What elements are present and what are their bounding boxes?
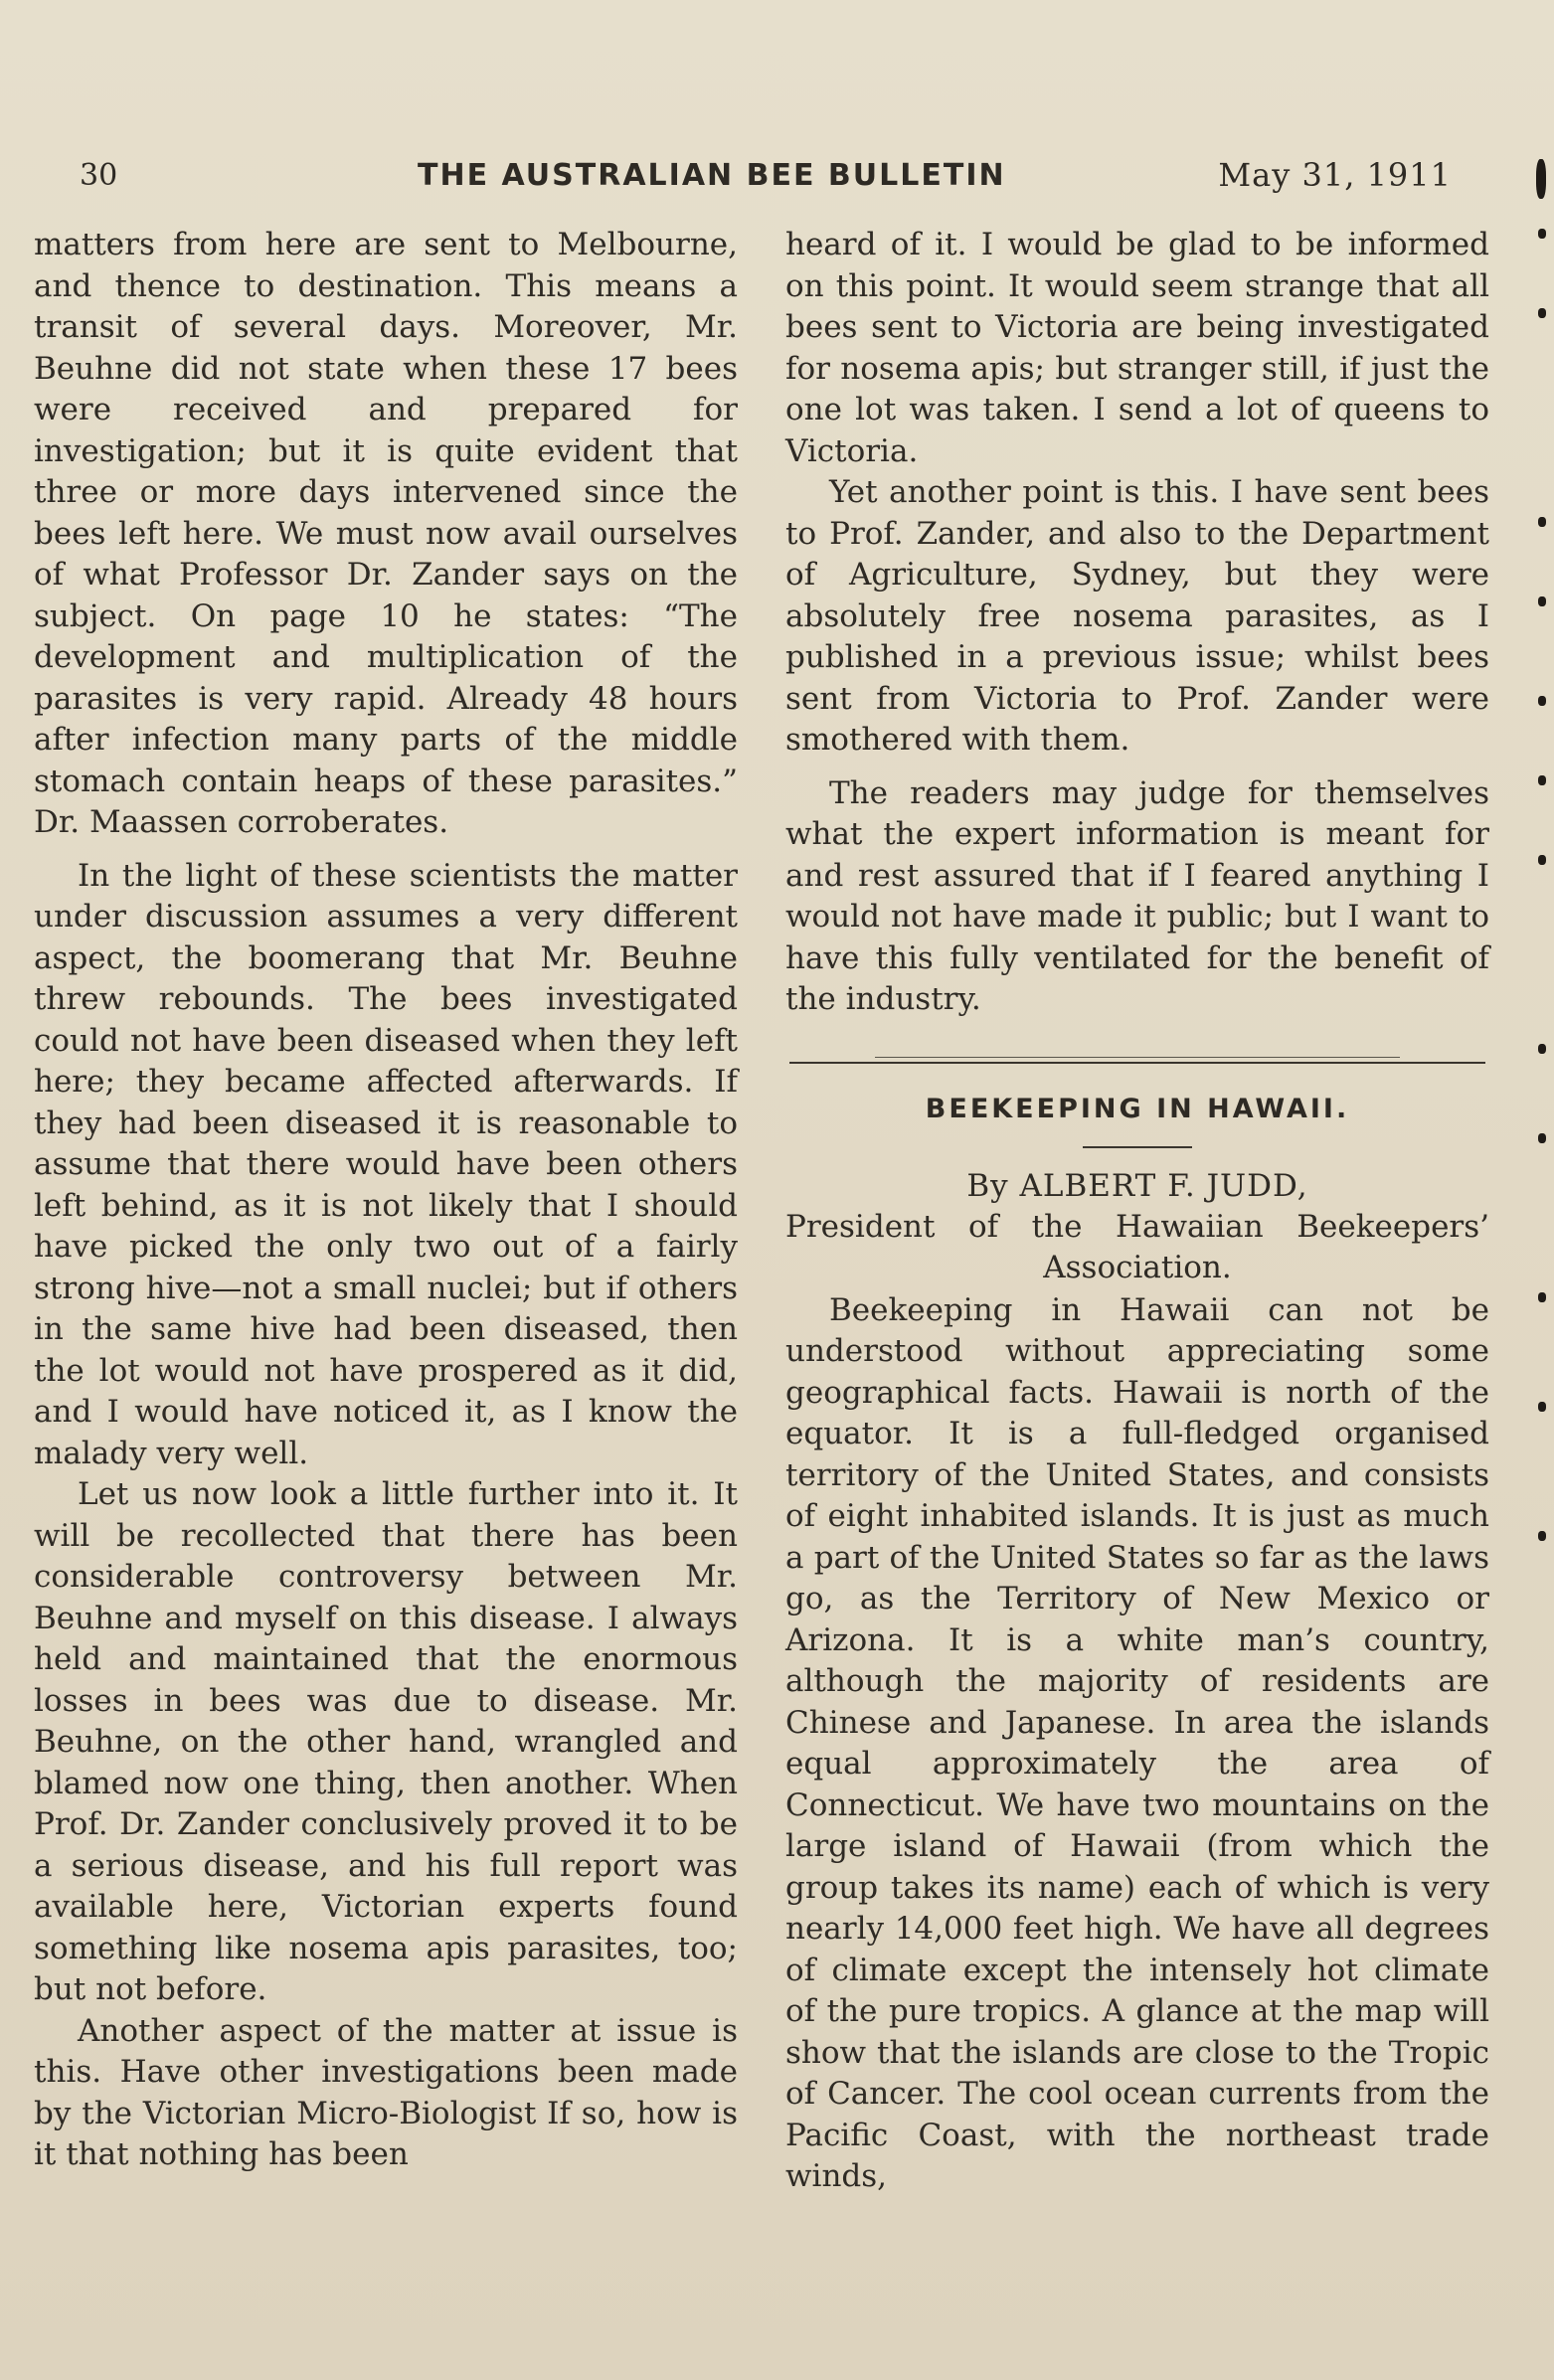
page-header: [80, 154, 1452, 204]
edge-mark: [1538, 1402, 1546, 1412]
divider-line-thin: [875, 1057, 1400, 1058]
paragraph: heard of it. I would be glad to be informed on this point. It would seem strange that all bees sent to Victoria are being investigated for nosema apis; but stranger still, if just the one lot was taken. I send a lot of queens to Victoria.: [785, 227, 1489, 469]
article-title: BEEKEEPING IN HAWAII.: [925, 1093, 1350, 1124]
issue-date: May 31, 1911: [1218, 156, 1452, 194]
edge-mark: [1538, 696, 1546, 706]
edge-mark: [1538, 308, 1546, 318]
page-number: 30: [80, 158, 118, 193]
edge-mark: [1538, 855, 1546, 865]
edge-mark: [1538, 1044, 1546, 1054]
edge-mark: [1538, 1531, 1546, 1541]
section-divider: [785, 1057, 1489, 1064]
title-rule: [1083, 1146, 1192, 1148]
page-edge-marks: [1506, 139, 1546, 1630]
edge-mark: [1536, 159, 1546, 199]
paragraph: Let us now look a little further into it. It will be recollected that there has been considerable controversy between Mr. Beuhne and myself on this disease. I always held and maintained that the enormous losses in bees was due to disease. Mr. Beuhne, on the other hand, wrangled and blamed now one thing, then another. When Prof. Dr. Zander conclusively proved it to be a serious disease, and his full report was available here, Victorian experts found something like nosema apis parasites, too; but not before.: [34, 1476, 738, 2007]
edge-mark: [1538, 596, 1546, 606]
edge-mark: [1538, 1133, 1546, 1143]
author-role: [785, 1207, 1489, 1288]
right-column: [785, 225, 1489, 2198]
paragraph: matters from here are sent to Melbourne, and thence to destination. This means a transit of several days. Moreover, Mr. Beuhne did not state when these 17 bees were received and prepared for investigation; but it is quite evident that three or more days intervened since the bees left here. We must now avail ourselves of what Professor Dr. Zander says on the subject. On page 10 he states: “The development and multiplication of the parasites is very rapid. Already 48 hours after infection many parts of the middle stomach contain heaps of these parasites.” Dr. Maassen corroberates.: [34, 227, 738, 840]
paragraph: The readers may judge for themselves what the expert information is meant for and rest assured that if I feared anything I would not have made it public; but I want to have this fully ventilated for the benefit of the industry.: [785, 774, 1489, 1017]
author-role-line: President of the Hawaiian Beekeepers’: [785, 1208, 1489, 1245]
paragraph: Yet another point is this. I have sent bees to Prof. Zander, and also to the Department of Agriculture, Sydney, but they were absolutely free nosema parasites, as I published in a previous issue; whilst bees sent from Victoria to Prof. Zander were smothered with them.: [785, 474, 1489, 758]
edge-mark: [1538, 517, 1546, 527]
publication-title: THE AUSTRALIAN BEE BULLETIN: [418, 158, 1006, 193]
edge-mark: [1538, 775, 1546, 785]
paragraph: Another aspect of the matter at issue is this. Have other investigations been made by the Victorian Micro-Biologist If so, how is it that nothing has been: [34, 2012, 738, 2172]
paragraph: In the light of these scientists the matter under discussion assumes a very different aspect, the boomerang that Mr. Beuhne threw rebounds. The bees investigated could not have been diseased when they left here; they became affected afterwards. If they had been diseased it is reasonable to assume that there would have been others left behind, as it is not likely that I should have picked the only two out of a fairly strong hive—not a small nuclei; but if others in the same hive had been diseased, then the lot would not have prospered as it did, and I would have noticed it, as I know the malady very well.: [34, 857, 738, 1471]
left-column: [34, 225, 738, 2176]
divider-line: [789, 1062, 1485, 1064]
edge-mark: [1538, 1292, 1546, 1302]
edge-mark: [1538, 229, 1546, 239]
author-role-line: Association.: [1043, 1249, 1232, 1285]
article-byline: By ALBERT F. JUDD,: [966, 1167, 1308, 1204]
paragraph: Beekeeping in Hawaii can not be understood without appreciating some geographical facts. Hawaii is north of the equator. It is a full-fledged organised territory of the United States, and consists of eight inhabited islands. It is just as much a part of the United States so far as the laws go, as the Territory of New Mexico or Arizona. It is a white man’s country, although the majority of residents are Chinese and Japanese. In area the islands equal approximately the area of Connecticut. We have two mountains on the large island of Hawaii (from which the group takes its name) each of which is very nearly 14,000 feet high. We have all degrees of climate except the intensely hot climate of the pure tropics. A glance at the map will show that the islands are close to the Tropic of Cancer. The cool ocean currents from the Pacific Coast, with the northeast trade winds,: [785, 1291, 1489, 2194]
